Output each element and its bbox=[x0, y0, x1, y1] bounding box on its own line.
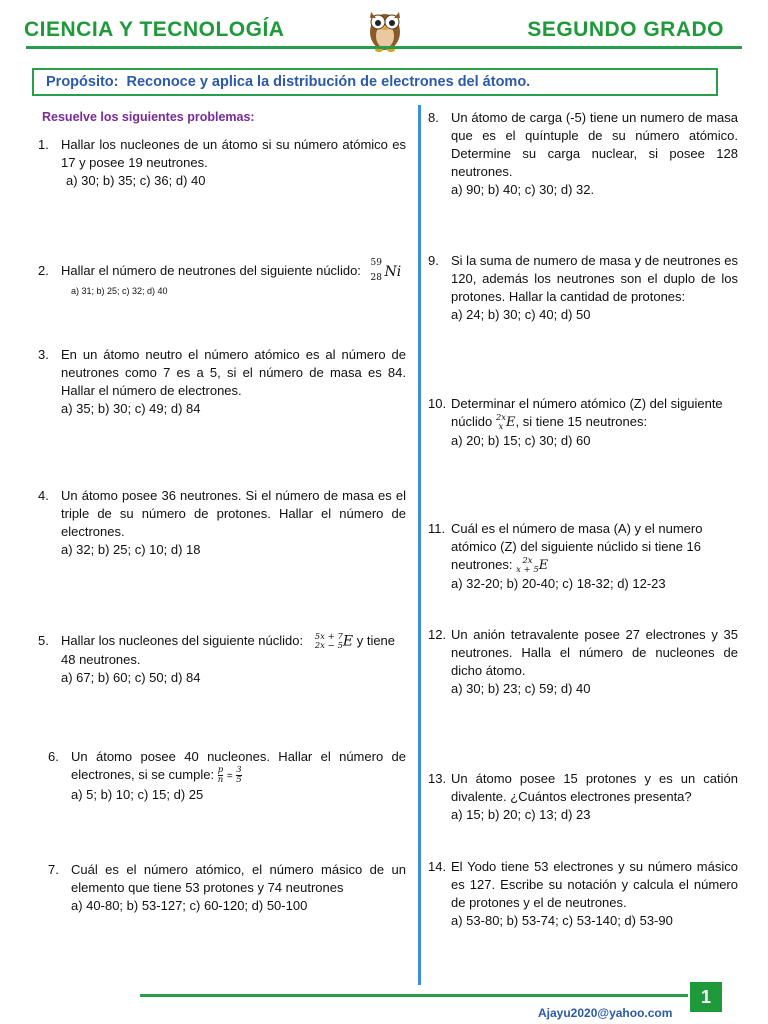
question-text-tail: , si tiene 15 neutrones: bbox=[515, 414, 648, 429]
purpose-box bbox=[32, 68, 718, 96]
question-text: Si la suma de numero de masa y de neutrones es 120, además los neutrones son el duplo de los protones. Hallar la cantidad de protones: bbox=[451, 253, 738, 304]
ratio-p-n: $\frac{p}{n}$ bbox=[217, 765, 224, 786]
question-text-main: Cuál es el número de masa (A) y el numero atómico (Z) del siguiente núclido si tiene 16 neutrones: bbox=[451, 521, 703, 572]
question-5 bbox=[38, 632, 406, 687]
atomic-number: 2x − 5 bbox=[314, 640, 343, 651]
question-number: 2. bbox=[38, 263, 49, 278]
question-text bbox=[451, 520, 738, 575]
question-number: 10. bbox=[428, 396, 447, 411]
answer-options: a) 40-80; b) 53-127; c) 60-120; d) 50-100 bbox=[71, 898, 308, 913]
question-text: Un átomo posee 15 protones y es un catión divalente. ¿Cuántos electrones presenta? bbox=[451, 771, 738, 804]
purpose-statement bbox=[46, 74, 530, 90]
question-3 bbox=[38, 346, 406, 418]
question-4 bbox=[38, 487, 406, 559]
question-text: Un átomo posee 36 neutrones. Si el número de masa es el triple de su número de protones. Hallar el número de electrones. bbox=[61, 488, 406, 539]
question-text: El Yodo tiene 53 electrones y su número másico es 127. Escribe su notación y calcula el número de protones y el de neutrones. bbox=[451, 859, 738, 910]
question-12 bbox=[428, 626, 738, 698]
mass-number: 59 bbox=[370, 257, 382, 268]
question-text: Cuál es el número atómico, el número másico de un elemento que tiene 53 protones y 74 neutrones bbox=[71, 862, 406, 895]
footer-divider bbox=[140, 994, 688, 997]
answer-options: a) 90; b) 40; c) 30; d) 32. bbox=[451, 182, 595, 197]
question-text bbox=[71, 748, 406, 786]
answer-options: a) 24; b) 30; c) 40; d) 50 bbox=[451, 307, 591, 322]
answer-options: a) 5; b) 10; c) 15; d) 25 bbox=[71, 787, 204, 802]
question-text: En un átomo neutro el número atómico es al número de neutrones como 7 es a 5, si el número de masa es 84. Hallar el número de electrones. bbox=[61, 347, 406, 398]
answer-options: a) 31; b) 25; c) 32; d) 40 bbox=[71, 285, 168, 296]
question-number: 8. bbox=[428, 110, 439, 125]
answer-options: a) 30; b) 35; c) 36; d) 40 bbox=[66, 173, 206, 188]
answer-options: a) 35; b) 30; c) 49; d) 84 bbox=[61, 401, 201, 416]
question-1 bbox=[38, 136, 406, 190]
question-number: 1. bbox=[38, 137, 49, 152]
answer-options: a) 67; b) 60; c) 50; d) 84 bbox=[61, 669, 201, 685]
page-number: 1 bbox=[690, 982, 722, 1012]
question-10 bbox=[428, 395, 738, 450]
owl-logo-icon bbox=[362, 2, 408, 52]
question-11 bbox=[428, 520, 738, 593]
atomic-number: 28 bbox=[370, 272, 382, 283]
question-text: Hallar los nucleones de un átomo si su número atómico es 17 y posee 19 neutrones. bbox=[61, 137, 406, 170]
nuclide-notation bbox=[516, 556, 548, 575]
ratio-3-5: $\frac{3}{5}$ bbox=[236, 765, 242, 786]
contact-email: Ajayu2020@yahoo.com bbox=[538, 1006, 673, 1020]
mass-number: 2x bbox=[495, 412, 507, 423]
question-number: 12. bbox=[428, 627, 447, 642]
header-divider bbox=[26, 46, 742, 49]
answer-options: a) 20; b) 15; c) 30; d) 60 bbox=[451, 433, 591, 449]
question-text-tail: y tiene 48 neutrones. bbox=[61, 633, 396, 667]
element-symbol: E bbox=[538, 558, 549, 574]
atomic-number: x bbox=[498, 421, 504, 432]
question-text bbox=[61, 257, 406, 283]
answer-options: a) 15; b) 20; c) 13; d) 23 bbox=[451, 807, 591, 822]
purpose-text: Reconoce y aplica la distribución de electrones del átomo. bbox=[126, 74, 531, 90]
nuclide-notation bbox=[370, 257, 402, 283]
question-text: Un anión tetravalente posee 27 electrones y 35 neutrones. Halla el número de nucleones de dicho átomo. bbox=[451, 627, 738, 678]
answer-options: a) 30; b) 23; c) 59; d) 40 bbox=[451, 681, 591, 696]
question-14 bbox=[428, 858, 738, 930]
nuclide-notation bbox=[315, 632, 353, 651]
instructions: Resuelve los siguientes problemas: bbox=[42, 110, 255, 124]
mass-number: 5x + 7 bbox=[314, 631, 343, 642]
element-symbol: E bbox=[342, 633, 354, 650]
question-number: 3. bbox=[38, 347, 49, 362]
answer-options: a) 32-20; b) 20-40; c) 18-32; d) 12-23 bbox=[451, 576, 666, 592]
answer-options: a) 32; b) 25; c) 10; d) 18 bbox=[61, 542, 201, 557]
question-13 bbox=[428, 770, 738, 824]
answer-options: a) 53-80; b) 53-74; c) 53-140; d) 53-90 bbox=[451, 913, 673, 928]
mass-number: 2x bbox=[522, 555, 533, 566]
question-number: 4. bbox=[38, 488, 49, 503]
column-divider bbox=[418, 105, 421, 985]
question-text bbox=[451, 395, 738, 432]
question-number: 9. bbox=[428, 253, 439, 268]
element-symbol: E bbox=[506, 415, 516, 431]
question-text-main: Hallar el número de neutrones del siguiente núclido: bbox=[61, 263, 361, 278]
atomic-number: x + 5 bbox=[516, 564, 539, 575]
equals-sign: = bbox=[226, 771, 233, 782]
grade-title: SEGUNDO GRADO bbox=[527, 18, 724, 41]
element-symbol: Ni bbox=[384, 263, 402, 280]
question-text: Un átomo de carga (-5) tiene un numero de masa que es el quíntuple de su número atómico. Determine su carga nuclear, si posee 128 neutrones. bbox=[451, 110, 738, 179]
question-number: 11. bbox=[428, 521, 446, 536]
question-text-main: Un átomo posee 40 nucleones. Hallar el número de electrones, si se cumple: bbox=[71, 749, 406, 782]
question-6 bbox=[48, 748, 406, 804]
purpose-label: Propósito: bbox=[46, 74, 119, 90]
question-7 bbox=[48, 861, 406, 915]
question-8 bbox=[428, 109, 738, 199]
question-9 bbox=[428, 252, 738, 324]
question-number: 5. bbox=[38, 633, 49, 648]
question-text bbox=[61, 632, 406, 669]
question-2 bbox=[38, 257, 406, 297]
question-number: 7. bbox=[48, 862, 59, 877]
question-text-main: Hallar los nucleones del siguiente núclido: bbox=[61, 633, 304, 648]
question-number: 13. bbox=[428, 771, 447, 786]
nuclide-notation bbox=[496, 413, 516, 432]
subject-title: CIENCIA Y TECNOLOGÍA bbox=[24, 18, 285, 41]
question-number: 14. bbox=[428, 859, 447, 874]
question-text-main: Determinar el número atómico (Z) del siguiente núclido bbox=[451, 396, 723, 429]
question-number: 6. bbox=[48, 749, 59, 764]
